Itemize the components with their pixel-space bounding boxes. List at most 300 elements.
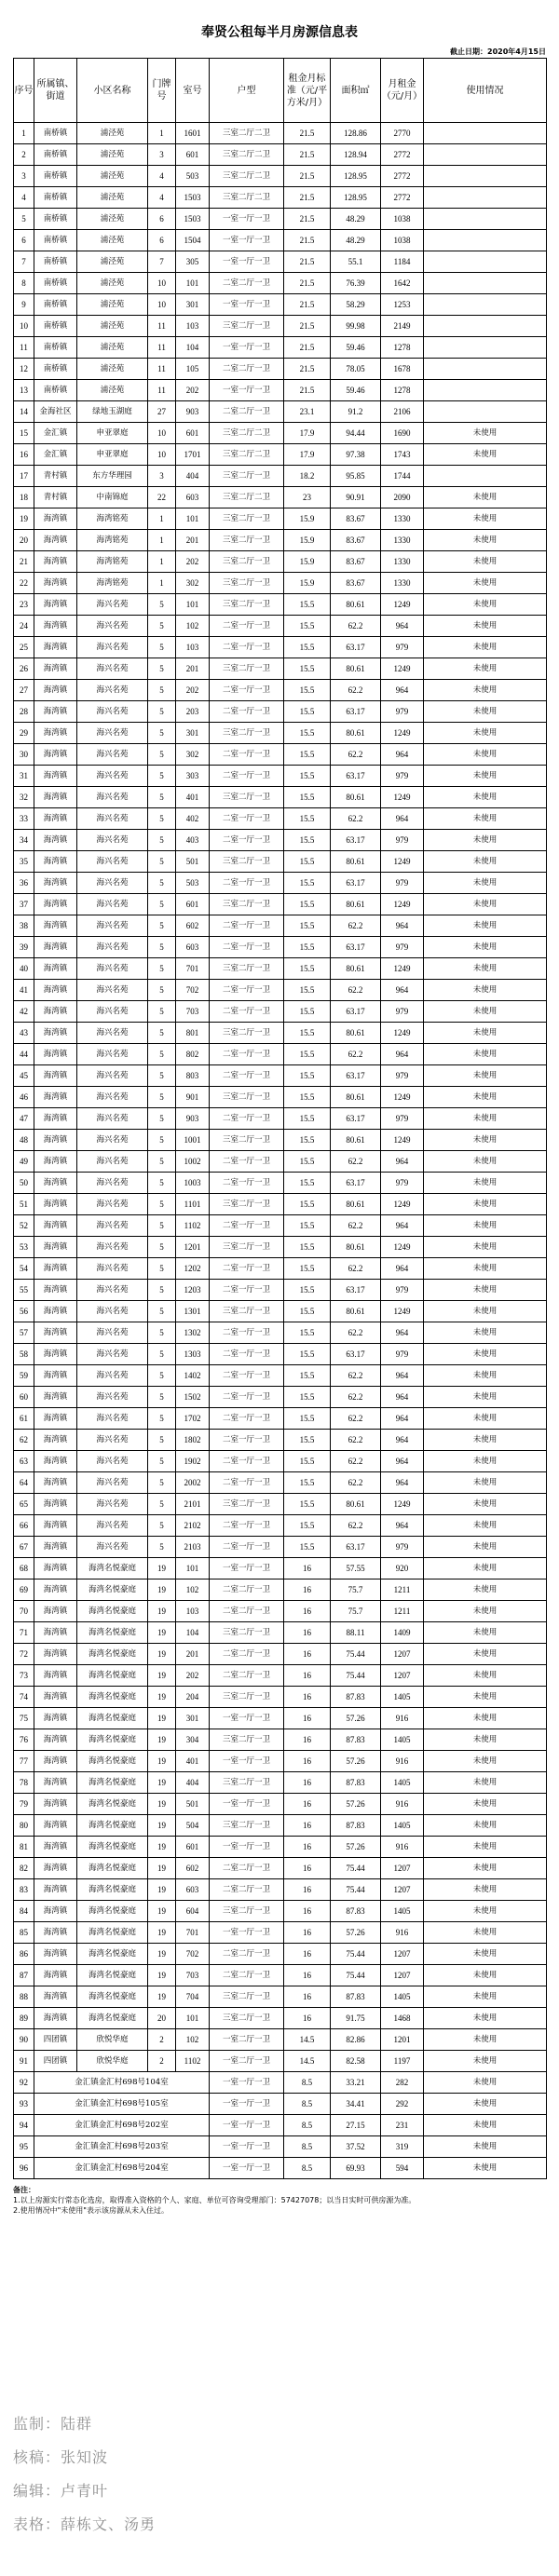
table-cell: 海兴名苑 xyxy=(77,766,148,787)
table-cell: 1502 xyxy=(176,1387,210,1408)
table-cell xyxy=(424,337,547,359)
table-cell: 62.2 xyxy=(331,808,381,830)
table-cell: 19 xyxy=(148,1794,176,1815)
table-cell: 29 xyxy=(14,723,34,744)
table-row xyxy=(14,209,547,230)
table-cell: 一室一厅一卫 xyxy=(210,2158,284,2179)
table-cell: 66 xyxy=(14,1515,34,1537)
table-cell: 1405 xyxy=(381,1986,424,2008)
table-cell: 海湾镇 xyxy=(34,1965,77,1986)
table-cell: 15.5 xyxy=(284,1451,331,1472)
table-cell: 402 xyxy=(176,808,210,830)
table-cell: 金汇镇金汇村698号202室 xyxy=(34,2115,210,2136)
table-cell: 1253 xyxy=(381,294,424,316)
table-cell: 604 xyxy=(176,1901,210,1922)
table-cell: 三室二厅一卫 xyxy=(210,658,284,680)
table-cell: 2 xyxy=(148,2051,176,2072)
table-cell: 301 xyxy=(176,1708,210,1729)
table-cell: 未使用 xyxy=(424,1258,547,1280)
table-cell: 1278 xyxy=(381,380,424,401)
table-cell: 58 xyxy=(14,1344,34,1365)
table-cell: 5 xyxy=(148,594,176,616)
table-cell: 55 xyxy=(14,1280,34,1301)
table-cell: 二室一厅一卫 xyxy=(210,1280,284,1301)
table-cell: 海兴名苑 xyxy=(77,873,148,894)
table-cell: 319 xyxy=(381,2136,424,2158)
table-cell: 海湾名悦豪庭 xyxy=(77,1944,148,1965)
table-cell: 一室一厅一卫 xyxy=(210,2136,284,2158)
table-cell: 5 xyxy=(148,1344,176,1365)
table-cell: 浦泾苑 xyxy=(77,294,148,316)
table-cell: 海湾镇 xyxy=(34,573,77,594)
table-cell: 海湾镇 xyxy=(34,1151,77,1173)
table-row xyxy=(14,723,547,744)
table-cell: 未使用 xyxy=(424,1430,547,1451)
table-cell: 5 xyxy=(148,1472,176,1494)
table-cell: 二室一厅一卫 xyxy=(210,915,284,937)
table-cell: 19 xyxy=(148,1729,176,1751)
table-cell: 1202 xyxy=(176,1258,210,1280)
table-cell: 15.9 xyxy=(284,573,331,594)
table-cell: 海湾镇 xyxy=(34,616,77,637)
table-cell: 金汇镇金汇村698号105室 xyxy=(34,2094,210,2115)
table-cell: 15.5 xyxy=(284,787,331,808)
table-cell: 未使用 xyxy=(424,423,547,444)
table-cell: 2090 xyxy=(381,487,424,508)
table-cell: 81 xyxy=(14,1837,34,1858)
table-cell: 70 xyxy=(14,1601,34,1622)
table-cell: 三室二厅二卫 xyxy=(210,144,284,166)
table-cell: 1 xyxy=(148,530,176,551)
table-cell: 未使用 xyxy=(424,894,547,915)
table-cell: 202 xyxy=(176,1665,210,1687)
table-row xyxy=(14,380,547,401)
table-cell: 海湾镇 xyxy=(34,1687,77,1708)
table-cell: 1701 xyxy=(176,444,210,466)
table-cell: 1743 xyxy=(381,444,424,466)
table-row xyxy=(14,1108,547,1130)
table-cell: 5 xyxy=(148,1537,176,1558)
table-cell: 501 xyxy=(176,1794,210,1815)
table-cell: 1402 xyxy=(176,1365,210,1387)
table-cell: 金汇镇金汇村698号203室 xyxy=(34,2136,210,2158)
table-cell: 海兴名苑 xyxy=(77,915,148,937)
table-cell: 浦泾苑 xyxy=(77,359,148,380)
table-cell: 305 xyxy=(176,251,210,273)
table-cell: 海湾镇 xyxy=(34,1515,77,1537)
table-cell: 海湾镇 xyxy=(34,787,77,808)
table-cell: 10 xyxy=(148,294,176,316)
table-row xyxy=(14,187,547,209)
table-cell: 58.29 xyxy=(331,294,381,316)
table-row xyxy=(14,1537,547,1558)
table-cell: 未使用 xyxy=(424,2158,547,2179)
table-cell: 1249 xyxy=(381,1494,424,1515)
table-cell: 5 xyxy=(148,1301,176,1322)
table-cell: 海兴名苑 xyxy=(77,787,148,808)
table-cell: 15.5 xyxy=(284,1044,331,1065)
table-cell: 三室二厅一卫 xyxy=(210,1237,284,1258)
table-cell: 501 xyxy=(176,851,210,873)
table-cell: 19 xyxy=(148,1558,176,1579)
table-cell: 979 xyxy=(381,937,424,958)
table-cell: 401 xyxy=(176,1751,210,1772)
table-cell: 1207 xyxy=(381,1965,424,1986)
table-cell: 11 xyxy=(148,359,176,380)
table-cell: 1409 xyxy=(381,1622,424,1644)
table-cell: 15.5 xyxy=(284,701,331,723)
table-cell: 88 xyxy=(14,1986,34,2008)
table-cell: 56 xyxy=(14,1301,34,1322)
table-cell: 5 xyxy=(148,1280,176,1301)
table-cell: 51 xyxy=(14,1194,34,1215)
table-cell: 海湾名悦豪庭 xyxy=(77,1558,148,1579)
table-cell: 海湾镇 xyxy=(34,1901,77,1922)
table-cell: 5 xyxy=(148,1044,176,1065)
table-cell: 19 xyxy=(148,1965,176,1986)
table-cell: 南桥镇 xyxy=(34,359,77,380)
table-cell xyxy=(424,466,547,487)
table-cell: 594 xyxy=(381,2158,424,2179)
table-cell: 三室二厅二卫 xyxy=(210,187,284,209)
table-cell: 62.2 xyxy=(331,1258,381,1280)
table-cell: 海兴名苑 xyxy=(77,658,148,680)
table-cell: 17.9 xyxy=(284,423,331,444)
table-cell: 702 xyxy=(176,980,210,1001)
table-row xyxy=(14,1751,547,1772)
table-cell: 603 xyxy=(176,1879,210,1901)
table-cell: 16 xyxy=(14,444,34,466)
table-cell: 1405 xyxy=(381,1687,424,1708)
table-cell: 三室二厅一卫 xyxy=(210,1023,284,1044)
table-cell: 一室二厅一卫 xyxy=(210,2051,284,2072)
table-cell: 964 xyxy=(381,915,424,937)
table-row xyxy=(14,787,547,808)
table-cell: 96 xyxy=(14,2158,34,2179)
table-cell: 1203 xyxy=(176,1280,210,1301)
table-cell: 海湾镇 xyxy=(34,1986,77,2008)
table-cell: 101 xyxy=(176,508,210,530)
table-cell: 90.91 xyxy=(331,487,381,508)
table-row xyxy=(14,2072,547,2094)
table-cell: 一室一厅一卫 xyxy=(210,251,284,273)
table-cell: 92 xyxy=(14,2072,34,2094)
table-cell xyxy=(424,251,547,273)
table-cell: 16 xyxy=(284,1922,331,1944)
table-cell: 海湾镇 xyxy=(34,1794,77,1815)
table-cell: 未使用 xyxy=(424,1944,547,1965)
table-cell: 1197 xyxy=(381,2051,424,2072)
table-cell: 15.5 xyxy=(284,680,331,701)
table-cell: 欣悦华庭 xyxy=(77,2029,148,2051)
table-cell: 三室二厅二卫 xyxy=(210,487,284,508)
table-cell: 15.9 xyxy=(284,530,331,551)
table-cell: 63.17 xyxy=(331,1001,381,1023)
table-cell: 63.17 xyxy=(331,1065,381,1087)
table-cell: 1002 xyxy=(176,1151,210,1173)
table-cell: 57.26 xyxy=(331,1922,381,1944)
header-cell: 室号 xyxy=(176,59,210,123)
table-cell: 一室一厅一卫 xyxy=(210,209,284,230)
table-cell xyxy=(424,401,547,423)
table-cell: 57.26 xyxy=(331,1708,381,1729)
table-cell: 海湾镇 xyxy=(34,723,77,744)
table-cell: 979 xyxy=(381,873,424,894)
table-cell: 24 xyxy=(14,616,34,637)
table-cell: 39 xyxy=(14,937,34,958)
table-cell: 海兴名苑 xyxy=(77,1494,148,1515)
table-cell: 未使用 xyxy=(424,1665,547,1687)
table-cell: 8.5 xyxy=(284,2072,331,2094)
table-cell: 海兴名苑 xyxy=(77,1301,148,1322)
table-row xyxy=(14,123,547,144)
table-cell: 59.46 xyxy=(331,337,381,359)
table-row xyxy=(14,1430,547,1451)
table-cell: 海湾名悦豪庭 xyxy=(77,1965,148,1986)
table-cell: 海湾镇 xyxy=(34,701,77,723)
table-cell: 5 xyxy=(148,915,176,937)
table-cell: 南桥镇 xyxy=(34,380,77,401)
table-cell: 三室二厅一卫 xyxy=(210,316,284,337)
table-cell: 二室二厅一卫 xyxy=(210,1858,284,1879)
table-cell: 未使用 xyxy=(424,1537,547,1558)
table-cell: 未使用 xyxy=(424,1194,547,1215)
table-cell: 三室二厅一卫 xyxy=(210,958,284,980)
table-row xyxy=(14,316,547,337)
table-cell: 6 xyxy=(14,230,34,251)
table-cell: 5 xyxy=(148,658,176,680)
table-cell: 1001 xyxy=(176,1130,210,1151)
table-cell: 12 xyxy=(14,359,34,380)
table-cell: 1503 xyxy=(176,187,210,209)
table-cell: 43 xyxy=(14,1023,34,1044)
table-cell: 未使用 xyxy=(424,1044,547,1065)
table-cell: 南桥镇 xyxy=(34,123,77,144)
table-cell: 海兴名苑 xyxy=(77,1280,148,1301)
table-cell: 1702 xyxy=(176,1408,210,1430)
table-cell: 75.44 xyxy=(331,1858,381,1879)
table-cell: 海兴名苑 xyxy=(77,1472,148,1494)
table-cell: 青村镇 xyxy=(34,487,77,508)
table-cell: 海兴名苑 xyxy=(77,1001,148,1023)
table-cell: 三室二厅一卫 xyxy=(210,723,284,744)
table-cell: 901 xyxy=(176,1087,210,1108)
cutoff-date: 截止日期：2020年4月15日 xyxy=(450,47,546,56)
table-cell: 1744 xyxy=(381,466,424,487)
table-cell: 5 xyxy=(148,1237,176,1258)
table-cell: 海湾名悦豪庭 xyxy=(77,1879,148,1901)
table-cell: 2002 xyxy=(176,1472,210,1494)
table-cell: 海兴名苑 xyxy=(77,830,148,851)
table-cell: 二室二厅一卫 xyxy=(210,1879,284,1901)
table-cell: 未使用 xyxy=(424,637,547,658)
table-cell: 19 xyxy=(148,1644,176,1665)
table-cell: 15.5 xyxy=(284,873,331,894)
table-row xyxy=(14,294,547,316)
table-cell: 未使用 xyxy=(424,573,547,594)
table-cell: 15.5 xyxy=(284,1515,331,1537)
table-cell: 海湾镇 xyxy=(34,1023,77,1044)
table-cell: 19 xyxy=(148,1986,176,2008)
table-cell: 海湾镇 xyxy=(34,1879,77,1901)
table-cell: 69 xyxy=(14,1579,34,1601)
table-cell: 海湾镇 xyxy=(34,1215,77,1237)
table-cell: 海湾镇 xyxy=(34,2008,77,2029)
table-row xyxy=(14,1151,547,1173)
table-cell: 海兴名苑 xyxy=(77,1023,148,1044)
table-cell: 72 xyxy=(14,1644,34,1665)
table-cell: 2772 xyxy=(381,187,424,209)
table-cell: 海湾镇 xyxy=(34,1558,77,1579)
table-cell: 海湾镇 xyxy=(34,508,77,530)
table-cell: 二室一厅一卫 xyxy=(210,766,284,787)
table-cell: 21.5 xyxy=(284,380,331,401)
table-cell: 未使用 xyxy=(424,1322,547,1344)
table-cell: 62.2 xyxy=(331,680,381,701)
table-cell: 19 xyxy=(148,1879,176,1901)
header-cell: 所属镇、街道 xyxy=(34,59,77,123)
table-row xyxy=(14,616,547,637)
table-cell: 二室二厅一卫 xyxy=(210,401,284,423)
table-row xyxy=(14,1387,547,1408)
table-cell: 20 xyxy=(148,2008,176,2029)
table-cell: 964 xyxy=(381,616,424,637)
table-cell: 1902 xyxy=(176,1451,210,1472)
table-cell: 75.44 xyxy=(331,1879,381,1901)
table-cell: 青村镇 xyxy=(34,466,77,487)
table-cell: 203 xyxy=(176,701,210,723)
table-cell: 海湾名悦豪庭 xyxy=(77,1665,148,1687)
table-row xyxy=(14,1344,547,1365)
table-cell: 503 xyxy=(176,166,210,187)
table-cell: 未使用 xyxy=(424,1151,547,1173)
table-cell: 海湾镇 xyxy=(34,808,77,830)
table-row xyxy=(14,1601,547,1622)
table-cell: 二室一厅一卫 xyxy=(210,873,284,894)
table-cell: 62.2 xyxy=(331,915,381,937)
table-cell: 未使用 xyxy=(424,1344,547,1365)
table-cell: 21.5 xyxy=(284,273,331,294)
table-cell: 903 xyxy=(176,401,210,423)
table-cell: 二室二厅一卫 xyxy=(210,1644,284,1665)
table-cell: 19 xyxy=(148,1815,176,1837)
table-cell: 4 xyxy=(14,187,34,209)
table-cell: 海湾镇 xyxy=(34,658,77,680)
credit-editor: 编辑：卢青叶 xyxy=(13,2482,109,2500)
table-cell: 未使用 xyxy=(424,616,547,637)
table-cell: 16 xyxy=(284,1644,331,1665)
table-cell: 未使用 xyxy=(424,1901,547,1922)
table-cell: 海湾名悦豪庭 xyxy=(77,1579,148,1601)
table-cell: 未使用 xyxy=(424,444,547,466)
table-cell: 30 xyxy=(14,744,34,766)
table-cell: 703 xyxy=(176,1965,210,1986)
table-cell: 三室二厅一卫 xyxy=(210,508,284,530)
table-cell: 二室一厅一卫 xyxy=(210,680,284,701)
table-cell: 1468 xyxy=(381,2008,424,2029)
table-cell: 21.5 xyxy=(284,251,331,273)
table-cell: 南桥镇 xyxy=(34,294,77,316)
table-cell: 南桥镇 xyxy=(34,337,77,359)
table-cell: 二室一厅一卫 xyxy=(210,637,284,658)
table-cell: 海湾镇 xyxy=(34,1087,77,1108)
table-cell: 8.5 xyxy=(284,2094,331,2115)
table-cell: 浦泾苑 xyxy=(77,230,148,251)
table-cell: 浦泾苑 xyxy=(77,123,148,144)
table-cell: 80.61 xyxy=(331,658,381,680)
table-cell: 19 xyxy=(148,1687,176,1708)
table-cell: 5 xyxy=(148,1430,176,1451)
notes xyxy=(13,2185,546,2216)
table-cell: 979 xyxy=(381,1344,424,1365)
table-cell: 202 xyxy=(176,380,210,401)
table-cell: 91.2 xyxy=(331,401,381,423)
table-cell: 19 xyxy=(148,1708,176,1729)
table-cell: 申亚翠庭 xyxy=(77,423,148,444)
table-cell: 未使用 xyxy=(424,1087,547,1108)
table-cell: 3 xyxy=(148,144,176,166)
table-cell: 海湾镇 xyxy=(34,1108,77,1130)
table-cell: 16 xyxy=(284,1858,331,1879)
table-cell: 18.2 xyxy=(284,466,331,487)
table-cell: 15.5 xyxy=(284,1001,331,1023)
table-cell: 964 xyxy=(381,980,424,1001)
table-cell: 964 xyxy=(381,1408,424,1430)
table-cell: 27.15 xyxy=(331,2115,381,2136)
table-row xyxy=(14,273,547,294)
table-cell: 三室二厅一卫 xyxy=(210,1494,284,1515)
table-cell: 19 xyxy=(148,1944,176,1965)
table-cell: 80.61 xyxy=(331,894,381,915)
table-cell: 19 xyxy=(14,508,34,530)
table-cell: 海湾镇 xyxy=(34,1001,77,1023)
table-row xyxy=(14,1815,547,1837)
table-cell xyxy=(424,294,547,316)
table-cell: 未使用 xyxy=(424,680,547,701)
table-cell: 128.95 xyxy=(331,187,381,209)
table-cell: 15.5 xyxy=(284,1065,331,1087)
table-row xyxy=(14,2094,547,2115)
table-cell: 21.5 xyxy=(284,187,331,209)
table-cell: 15.5 xyxy=(284,1537,331,1558)
table-row xyxy=(14,2136,547,2158)
table-cell: 海湾名悦豪庭 xyxy=(77,1687,148,1708)
table-cell: 未使用 xyxy=(424,1687,547,1708)
table-cell: 703 xyxy=(176,1001,210,1023)
table-cell: 未使用 xyxy=(424,851,547,873)
table-cell: 104 xyxy=(176,1622,210,1644)
table-cell: 5 xyxy=(148,766,176,787)
table-cell: 4 xyxy=(148,166,176,187)
table-cell: 一室一厅一卫 xyxy=(210,294,284,316)
table-cell: 57 xyxy=(14,1322,34,1344)
table-cell: 1038 xyxy=(381,209,424,230)
table-cell: 海湾镇 xyxy=(34,873,77,894)
table-cell: 未使用 xyxy=(424,2115,547,2136)
table-cell: 三室二厅一卫 xyxy=(210,851,284,873)
table-cell: 1249 xyxy=(381,723,424,744)
table-cell: 浦泾苑 xyxy=(77,209,148,230)
table-cell: 85 xyxy=(14,1922,34,1944)
table-cell: 5 xyxy=(148,1322,176,1344)
table-cell: 40 xyxy=(14,958,34,980)
table-cell: 三室二厅一卫 xyxy=(210,1901,284,1922)
table-cell: 80.61 xyxy=(331,723,381,744)
table-cell: 63 xyxy=(14,1451,34,1472)
table-cell: 未使用 xyxy=(424,1515,547,1537)
table-cell: 二室一厅一卫 xyxy=(210,808,284,830)
table-cell: 1003 xyxy=(176,1173,210,1194)
